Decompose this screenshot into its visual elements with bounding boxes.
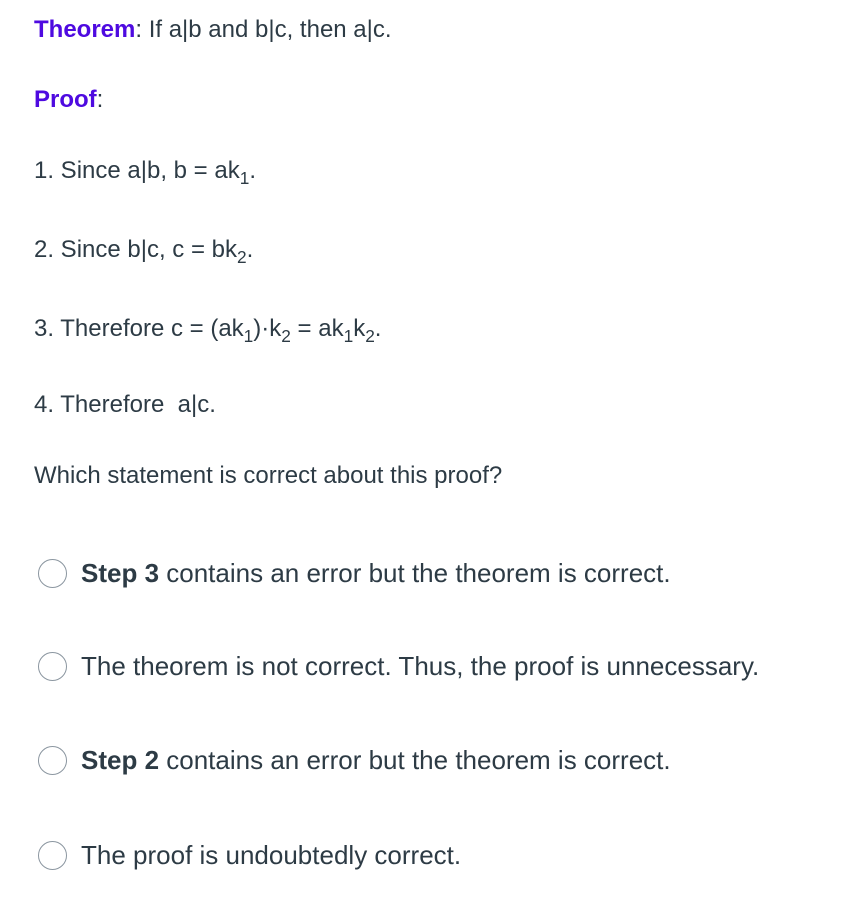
step-3-text-2: )·k [253,315,282,342]
step-1-text: 1. Since a|b, b = ak [34,157,240,184]
theorem-line [34,15,392,45]
answer-text: contains an error but the theorem is correct. [159,558,671,588]
proof-step-2 [34,235,254,268]
theorem-label: Theorem [34,16,136,43]
step-3-subscript-3: 1 [343,326,354,347]
radio-button[interactable] [38,746,67,775]
step-2-subscript: 2 [237,247,247,268]
step-3-suffix: . [374,315,382,342]
step-1-suffix: . [249,157,256,184]
step-3-text: 3. Therefore c = (ak [34,315,244,342]
answer-label [81,745,671,776]
proof-step-4 [34,390,216,420]
answer-text: The theorem is not correct. Thus, the proof is unnecessary. [81,651,760,681]
step-4-text: 4. Therefore a|c. [34,391,216,418]
answer-text: contains an error but the theorem is correct. [159,745,671,775]
answer-label [81,558,671,589]
proof-separator: : [96,86,104,113]
answer-option-4[interactable] [38,840,461,871]
radio-button[interactable] [38,652,67,681]
answer-bold-text: Step 3 [81,558,160,588]
radio-button[interactable] [38,841,67,870]
step-3-subscript-2: 2 [281,326,291,347]
step-3-text-4: k [353,315,366,342]
answer-bold-text: Step 2 [81,745,160,775]
answer-label [81,840,461,871]
answer-option-2[interactable] [38,651,759,682]
proof-step-1 [34,156,256,189]
step-3-text-3: = ak [290,315,344,342]
answer-label [81,651,759,682]
step-2-suffix: . [246,236,254,263]
theorem-text: If a|b and b|c, then a|c. [142,16,392,43]
question-prompt: Which statement is correct about this proof? [34,462,503,489]
proof-label: Proof [34,86,97,113]
radio-button[interactable] [38,559,67,588]
step-2-text: 2. Since b|c, c = bk [34,236,238,263]
step-3-subscript-1: 1 [243,326,254,347]
answer-option-3[interactable] [38,745,671,776]
step-1-subscript: 1 [239,168,250,189]
proof-step-3 [34,314,382,347]
theorem-separator: : [135,16,143,43]
answer-option-1[interactable] [38,558,671,589]
answer-text: The proof is undoubtedly correct. [81,840,462,870]
proof-line [34,85,103,115]
step-3-subscript-4: 2 [365,326,375,347]
